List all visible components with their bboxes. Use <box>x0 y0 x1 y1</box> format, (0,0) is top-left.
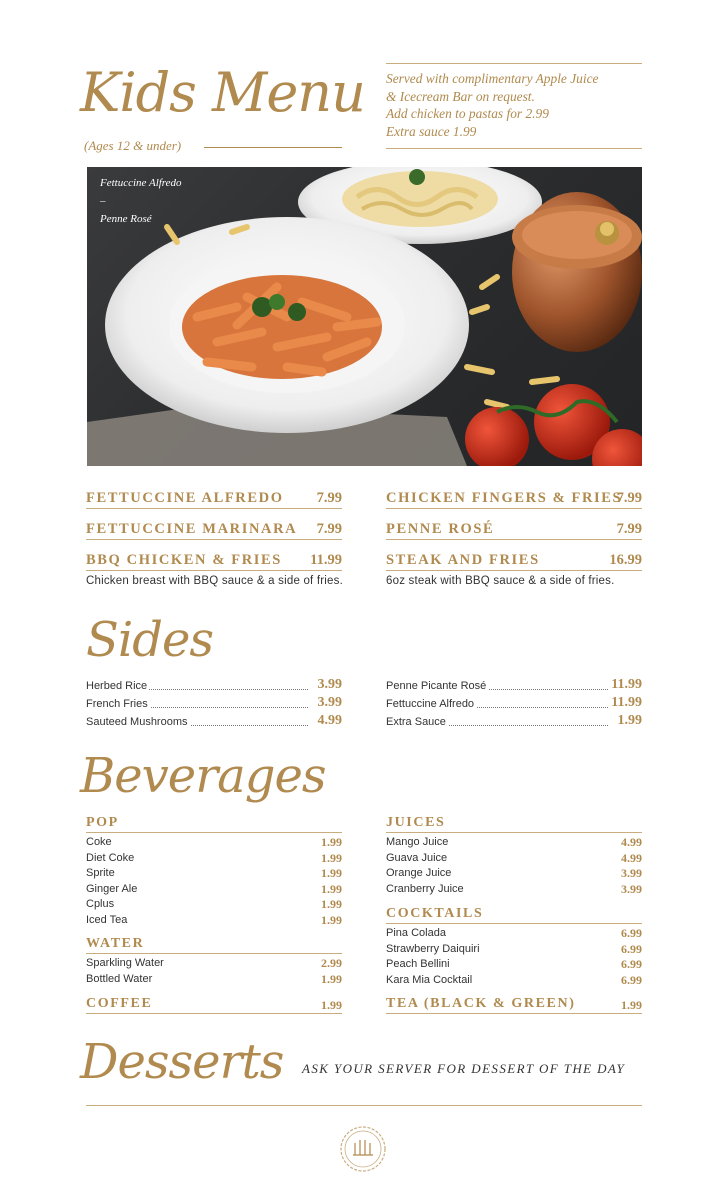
beverage-name: Cranberry Juice <box>386 882 464 895</box>
menu-item-price: 16.99 <box>609 552 642 568</box>
beverage-name: Iced Tea <box>86 913 128 926</box>
beverage-name: Sparkling Water <box>86 957 164 969</box>
beverage-name: Pina Colada <box>386 927 446 939</box>
menu-item-price: 7.99 <box>316 490 342 506</box>
side-item-price: 11.99 <box>608 677 642 693</box>
cocktails-heading-label: COCKTAILS <box>386 906 484 921</box>
beverage-price: 4.99 <box>621 850 642 865</box>
beverage-item <box>386 973 642 989</box>
served-top-rule <box>386 63 642 64</box>
side-item-price: 4.99 <box>315 713 343 729</box>
side-item-price: 1.99 <box>615 713 643 729</box>
pasta-photo <box>87 167 642 466</box>
menu-item-name: FETTUCCINE ALFREDO <box>86 490 284 506</box>
cocktails-heading <box>386 905 642 924</box>
menu-item <box>386 549 642 571</box>
monogram-seal-icon <box>338 1124 388 1174</box>
beverage-price: 2.99 <box>321 956 342 970</box>
dessert-note: ASK YOUR SERVER FOR DESSERT OF THE DAY <box>302 1061 626 1076</box>
beverage-item <box>386 835 642 851</box>
beverage-price: 4.99 <box>621 835 642 849</box>
beverage-name: Coke <box>86 836 112 848</box>
beverage-name: Strawberry Daiquiri <box>386 942 480 955</box>
water-heading <box>86 935 342 954</box>
menu-item-price: 7.99 <box>616 521 642 537</box>
pop-heading <box>86 814 342 833</box>
beverage-price: 6.99 <box>621 972 642 987</box>
caption-fettuccine: Fettuccine Alfredo <box>100 177 182 189</box>
juices-heading-label: JUICES <box>386 815 446 830</box>
sides-heading: Sides <box>86 612 213 668</box>
side-item-price: 3.99 <box>315 677 343 693</box>
menu-item-name: PENNE ROSÉ <box>386 521 495 537</box>
side-item <box>386 677 642 695</box>
beverage-item <box>86 866 342 882</box>
beverage-item <box>86 972 342 988</box>
beverage-item <box>86 835 342 851</box>
ages-divider <box>204 147 342 148</box>
side-item-name: Penne Picante Rosé <box>386 680 487 692</box>
side-item <box>86 695 342 713</box>
beverage-price: 1.99 <box>321 897 342 911</box>
beverage-price: 1.99 <box>321 866 342 880</box>
served-line-2: & Icecream Bar on request. <box>386 88 535 104</box>
beverage-item <box>386 851 642 867</box>
beverage-name: Bottled Water <box>86 972 153 985</box>
beverage-price: 1.99 <box>321 835 342 849</box>
beverage-item <box>86 913 342 929</box>
side-item <box>386 695 642 713</box>
pasta-illustration <box>87 167 642 466</box>
menu-item <box>86 487 342 509</box>
ages-note: (Ages 12 & under) <box>84 138 182 153</box>
beverage-item <box>386 882 642 898</box>
menu-item <box>86 518 342 540</box>
beverage-price: 1.99 <box>321 912 342 927</box>
juices-heading <box>386 814 642 833</box>
menu-item-price: 11.99 <box>310 552 342 568</box>
beverage-price: 3.99 <box>621 866 642 880</box>
side-item <box>386 713 642 731</box>
beverage-item <box>86 851 342 867</box>
menu-item <box>386 487 642 509</box>
side-item-name: Sauteed Mushrooms <box>86 716 188 728</box>
beverage-item <box>86 882 342 898</box>
served-bottom-rule <box>386 148 642 149</box>
coffee-heading-label: COFFEE <box>86 996 153 1011</box>
side-item-price: 11.99 <box>608 695 642 711</box>
tea-price: 1.99 <box>621 998 642 1012</box>
beverage-item <box>386 957 642 973</box>
beverage-price: 1.99 <box>321 850 342 865</box>
beverage-name: Mango Juice <box>386 836 449 848</box>
beverage-name: Sprite <box>86 867 115 879</box>
menu-item-name: FETTUCCINE MARINARA <box>86 521 298 537</box>
beverage-price: 6.99 <box>621 926 642 940</box>
coffee-price: 1.99 <box>321 998 342 1012</box>
beverage-item <box>86 956 342 972</box>
menu-item <box>386 518 642 540</box>
beverage-item <box>386 926 642 942</box>
beverage-name: Kara Mia Cocktail <box>386 973 473 986</box>
beverage-name: Diet Coke <box>86 851 135 864</box>
menu-item-description: Chicken breast with BBQ sauce & a side of fries. <box>86 575 343 587</box>
side-item-name: French Fries <box>86 698 148 710</box>
served-with-note <box>386 70 642 140</box>
menu-item-name: BBQ CHICKEN & FRIES <box>86 552 282 568</box>
side-item-name: Fettuccine Alfredo <box>386 698 475 710</box>
beverage-price: 3.99 <box>621 881 642 896</box>
side-item <box>86 713 342 731</box>
kids-menu-title: Kids Menu <box>80 61 365 124</box>
menu-item-description: 6oz steak with BBQ sauce & a side of fries. <box>386 575 615 587</box>
beverages-heading: Beverages <box>80 748 326 804</box>
menu-item-name: STEAK AND FRIES <box>386 552 540 568</box>
side-item-name: Herbed Rice <box>86 680 148 692</box>
footer-divider <box>86 1105 642 1106</box>
served-line-3: Add chicken to pastas for 2.99 <box>386 106 549 121</box>
coffee-heading <box>86 995 342 1014</box>
side-item-price: 3.99 <box>315 695 343 711</box>
beverage-price: 6.99 <box>621 941 642 956</box>
beverage-price: 1.99 <box>321 881 342 896</box>
side-item <box>86 677 342 695</box>
menu-item-price: 7.99 <box>616 490 642 506</box>
caption-dash: – <box>100 195 106 207</box>
beverage-name: Orange Juice <box>386 867 452 879</box>
side-item-name: Extra Sauce <box>386 716 446 728</box>
menu-item-price: 7.99 <box>316 521 342 537</box>
beverage-name: Cplus <box>86 898 115 910</box>
beverage-price: 1.99 <box>321 971 342 986</box>
menu-item <box>86 549 342 571</box>
beverage-name: Ginger Ale <box>86 882 138 895</box>
beverage-name: Peach Bellini <box>386 958 450 970</box>
served-line-4: Extra sauce 1.99 <box>386 123 477 139</box>
beverage-item <box>386 866 642 882</box>
beverage-item <box>86 897 342 913</box>
pop-heading-label: POP <box>86 815 119 830</box>
tea-heading-label: TEA (BLACK & GREEN) <box>386 996 576 1011</box>
caption-penne: Penne Rosé <box>100 213 152 225</box>
water-heading-label: WATER <box>86 936 145 951</box>
beverage-item <box>386 942 642 958</box>
beverage-price: 6.99 <box>621 957 642 971</box>
menu-item-name: CHICKEN FINGERS & FRIES <box>386 490 623 506</box>
desserts-heading: Desserts <box>80 1034 284 1090</box>
tea-heading <box>386 995 642 1014</box>
served-line-1: Served with complimentary Apple Juice <box>386 71 599 86</box>
beverage-name: Guava Juice <box>386 851 448 864</box>
